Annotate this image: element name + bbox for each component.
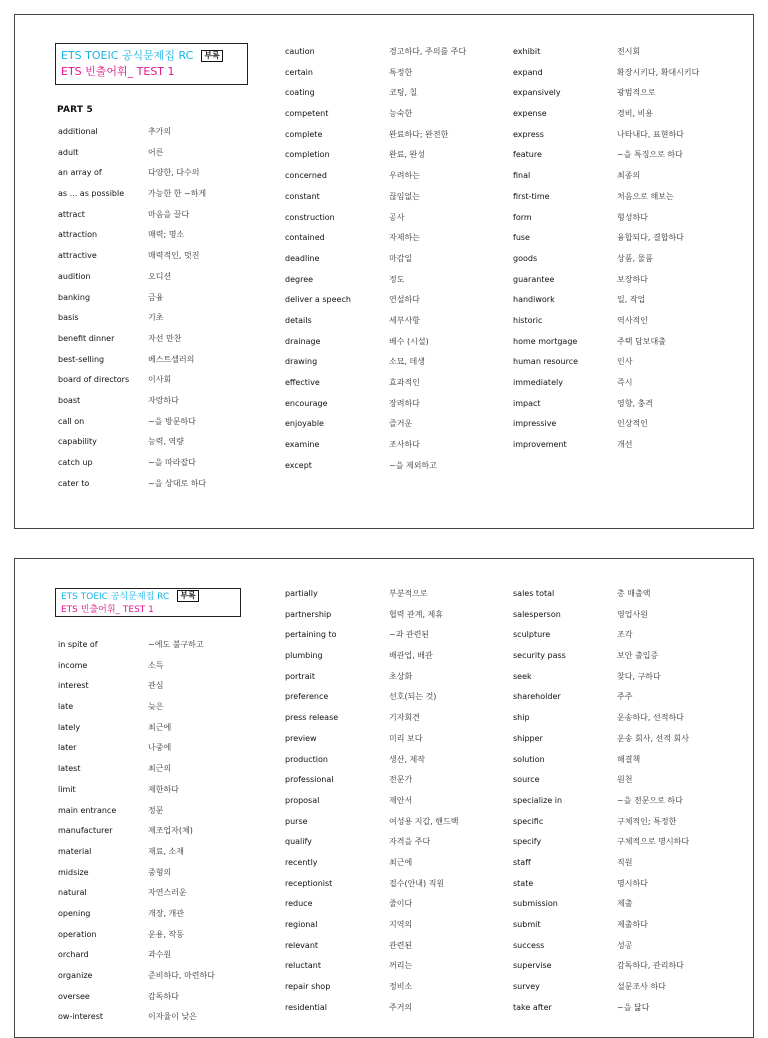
vocab-meaning: 최근의 [148,764,172,774]
vocab-meaning: 선호(되는 것) [389,692,437,702]
vocab-meaning: 초상화 [389,671,413,681]
title-box [55,588,241,617]
vocab-term: material [58,846,92,856]
vocab-meaning: 설문조사 하다 [617,982,666,992]
vocab-term: take after [513,1002,552,1012]
vocab-meaning: 최근에 [148,722,172,732]
vocab-term: certain [285,67,313,77]
vocab-term: adult [58,147,79,157]
vocab-term: degree [285,274,314,284]
vocab-term: details [285,315,312,325]
vocab-term: natural [58,888,87,898]
vocab-term: reluctant [285,961,321,971]
vocab-meaning: 자제하는 [389,233,420,243]
vocab-term: call on [58,416,85,426]
vocab-term: preview [285,733,317,743]
vocab-term: limit [58,784,76,794]
vocab-term: late [58,702,74,712]
vocab-term: receptionist [285,878,333,888]
vocab-term: pertaining to [285,630,337,640]
vocab-meaning: 주주 [617,692,633,702]
vocab-term: ship [513,713,530,723]
vocab-meaning: 자격을 주다 [389,837,431,847]
vocab-meaning: ~을 전문으로 하다 [617,795,683,805]
vocab-meaning: 구체적으로 명시하다 [617,837,690,847]
vocab-term: improvement [513,440,567,450]
vocab-meaning: 운송 회사, 선적 회사 [617,733,689,743]
vocab-meaning: 직원 [617,857,633,867]
vocab-term: drainage [285,336,321,346]
vocab-term: attract [58,209,85,219]
vocab-meaning: 공사 [389,212,405,222]
vocab-term: seek [513,671,532,681]
vocab-meaning: ~을 제외하고 [389,460,437,470]
vocab-meaning: 제안서 [389,795,413,805]
vocab-meaning: 완료하다; 완전한 [389,129,449,139]
vocab-term: exhibit [513,47,541,56]
vocab-term: staff [513,857,531,867]
vocab-meaning: 늦은 [148,702,164,712]
book-title: ETS TOEIC 공식문제집 RC 부록 [61,48,242,64]
section-heading: PART 5 [57,105,93,115]
vocab-term: constant [285,191,320,201]
vocab-meaning: 관련된 [389,940,413,950]
vocab-meaning: 협력 관계, 제휴 [389,609,443,619]
vocab-term: regional [285,920,318,929]
vocab-meaning: 베스트셀러의 [148,354,195,364]
vocab-term: boast [58,395,81,405]
vocab-term: banking [58,292,91,302]
vocab-term: expense [513,109,547,119]
vocab-meaning: 운용, 작동 [148,929,184,939]
vocab-meaning: 배수 (시설) [389,336,429,346]
vocab-term: caution [285,47,315,56]
vocab-meaning: 보장하다 [617,274,648,284]
vocab-meaning: 효과적인 [389,378,420,387]
vocab-meaning: 감독하다, 관리하다 [617,961,684,971]
vocab-term: capability [58,437,97,447]
vocab-meaning: 개선 [617,440,633,450]
vocab-term: operation [58,929,97,939]
vocab-term: purse [285,816,308,826]
vocab-term: as ... as possible [58,189,125,199]
vocab-meaning: 경비, 비용 [617,109,653,119]
vocab-meaning: 어른 [148,147,164,157]
vocab-term: source [513,775,540,785]
vocab-meaning: 소묘, 데생 [389,357,425,367]
vocab-term: effective [285,378,320,387]
vocab-meaning: 과수원 [148,950,172,960]
vocab-term: specialize in [513,795,563,805]
vocab-term: expansively [513,88,561,98]
vocab-meaning: 즐거운 [389,419,413,429]
vocab-term: plumbing [285,651,323,661]
vocab-meaning: 상품, 물품 [617,253,653,263]
vocab-term: submit [513,920,541,929]
vocab-term: midsize [58,867,89,877]
vocab-term: proposal [285,795,320,805]
vocab-meaning: 영향, 충격 [617,398,653,408]
vocab-term: specific [513,816,544,826]
vocab-meaning: 개장, 개관 [148,908,184,918]
vocab-meaning: 능력, 역량 [148,437,184,447]
vocab-term: benefit dinner [58,333,115,343]
vocab-term: concerned [285,171,327,181]
vocab-meaning: 전시회 [617,47,641,56]
vocab-meaning: 주거의 [389,1002,413,1012]
vocab-meaning: 자연스러운 [148,888,187,898]
vocab-meaning: 금융 [148,292,164,302]
vocab-term: catch up [58,458,93,467]
vocab-meaning: 정도 [389,274,405,284]
vocab-meaning: 우려하는 [389,171,420,181]
vocab-term: audition [58,271,91,281]
vocab-meaning: 조사하다 [389,440,420,450]
vocab-meaning: 준비하다, 마련하다 [148,971,215,980]
vocab-meaning: 성공 [617,940,633,950]
vocab-meaning: 감독하다 [148,991,179,1001]
vocab-meaning: 주택 담보대출 [617,336,666,346]
book-title: ETS TOEIC 공식문제집 RC 부록 [61,590,235,604]
vocab-meaning: 매력적인, 멋진 [148,251,200,261]
vocab-meaning: 정비소 [389,982,413,992]
vocab-term: preference [285,692,329,702]
vocab-meaning: 중형의 [148,867,172,877]
vocab-term: recently [285,857,318,867]
vocab-term: express [513,129,544,139]
vocab-term: competent [285,109,329,119]
vocab-meaning: 최종의 [617,171,641,181]
vocab-term: qualify [285,837,312,847]
vocab-meaning: ~을 상대로 하다 [148,478,207,488]
vocab-meaning: 세부사항 [389,315,420,325]
vocab-meaning: 소득 [148,660,164,670]
vocab-meaning: ~에도 불구하고 [148,640,204,649]
vocab-meaning: 정문 [148,805,164,815]
vocab-meaning: 광범적으로 [617,88,656,98]
vocab-meaning: 생산, 제작 [389,754,425,764]
vocab-page-2 [14,558,754,1038]
vocab-term: professional [285,775,334,785]
vocab-term: shipper [513,733,543,743]
vocab-meaning: 역사적인 [617,315,648,325]
vocab-meaning: 매력; 명소 [148,230,185,240]
vocab-term: sales total [513,589,555,598]
vocab-term: feature [513,150,542,160]
vocab-meaning: 나중에 [148,743,172,753]
vocab-term: solution [513,754,545,764]
vocab-term: form [513,212,532,222]
vocab-meaning: 나타내다, 표현하다 [617,129,684,139]
vocab-term: completion [285,150,330,160]
vocab-meaning: 최근에 [389,857,413,867]
vocab-term: income [58,660,88,670]
vocab-meaning: 원천 [617,775,633,785]
vocab-meaning: 보안 출입증 [617,651,659,661]
vocab-term: board of directors [58,375,130,385]
vocab-term: supervise [513,961,552,971]
vocab-meaning: 해결책 [617,754,641,764]
vocab-meaning: 영업사원 [617,609,648,619]
vocab-meaning: 인상적인 [617,419,648,429]
vocab-term: cater to [58,478,90,488]
vocab-term: coating [285,88,315,98]
vocab-term: deadline [285,253,320,263]
vocab-term: handiwork [513,295,555,305]
vocab-term: first-time [513,191,550,201]
vocab-meaning: 처음으로 해보는 [617,191,674,201]
vocab-term: interest [58,681,89,691]
vocab-meaning: 배관업, 배관 [389,651,433,661]
vocab-meaning: 재료, 소재 [148,846,184,856]
vocab-meaning: 꺼리는 [389,961,413,971]
vocab-term: ow-interest [58,1012,104,1022]
vocab-term: lately [58,722,81,732]
vocab-meaning: 연설하다 [389,295,420,305]
vocab-term: submission [513,899,558,909]
vocab-meaning: 다양한, 다수의 [148,168,200,178]
vocab-meaning: 마감일 [389,253,413,263]
vocab-term: impact [513,398,541,408]
title-box [55,43,248,85]
vocab-meaning: 마음을 끌다 [148,209,190,219]
vocab-term: residential [285,1002,327,1012]
vocab-meaning: ~을 특징으로 하다 [617,150,683,160]
vocab-meaning: 자선 만찬 [148,333,182,343]
vocab-term: latest [58,764,81,774]
vocab-meaning: 코팅, 칠 [389,88,418,98]
vocab-term: attractive [58,251,97,261]
vocab-term: basis [58,313,79,323]
vocab-term: partnership [285,609,332,619]
vocab-term: deliver a speech [285,295,351,305]
vocab-term: construction [285,212,335,222]
vocab-term: oversee [58,991,90,1001]
vocab-term: in spite of [58,640,98,649]
vocab-term: additional [58,127,98,136]
vocab-meaning: 기초 [148,313,164,323]
vocab-meaning: 확장시키다, 확대시키다 [617,67,700,77]
vocab-meaning: ~과 관련된 [389,630,430,640]
vocab-term: reduce [285,899,313,909]
vocab-term: complete [285,129,323,139]
vocab-term: partially [285,589,318,598]
vocab-meaning: 여성용 지갑, 핸드백 [389,816,459,826]
vocab-term: success [513,940,545,950]
vocab-page-1 [14,14,754,529]
vocab-meaning: 명시하다 [617,878,648,888]
list-title: ETS 빈출어휘_ TEST 1 [61,65,175,78]
vocab-term: enjoyable [285,419,324,429]
vocab-meaning: 완료, 완성 [389,150,425,160]
vocab-term: goods [513,253,538,263]
list-title: ETS 빈출어휘_ TEST 1 [61,605,154,615]
vocab-term: best-selling [58,354,105,364]
vocab-meaning: 관심 [148,681,164,691]
vocab-term: salesperson [513,609,561,619]
vocab-meaning: 운송하다, 선적하다 [617,713,684,723]
vocab-meaning: 접수(안내) 직원 [389,878,445,888]
vocab-term: encourage [285,398,328,408]
vocab-term: organize [58,971,93,980]
vocab-meaning: ~을 방문하다 [148,416,196,426]
vocab-meaning: 추가의 [148,127,172,136]
vocab-term: immediately [513,378,563,387]
vocab-meaning: 일, 작업 [617,295,646,305]
appendix-badge: 부록 [177,590,198,602]
vocab-term: main entrance [58,805,117,815]
vocab-meaning: 능숙한 [389,109,413,119]
vocab-meaning: 전문가 [389,775,413,785]
vocab-meaning: 이사회 [148,375,172,385]
vocab-term: press release [285,713,339,723]
vocab-term: impressive [513,419,557,429]
vocab-meaning: 자랑하다 [148,395,179,405]
vocab-meaning: 융합되다, 결합하다 [617,233,684,243]
vocab-meaning: 끊임없는 [389,191,420,201]
vocab-meaning: 경고하다, 주의를 주다 [389,47,467,56]
vocab-meaning: 지역의 [389,920,413,929]
vocab-meaning: 인사 [617,357,633,367]
vocab-meaning: 기자회견 [389,713,420,723]
vocab-term: expand [513,67,543,77]
vocab-term: portrait [285,671,315,681]
vocab-meaning: ~을 따라잡다 [148,458,196,467]
vocab-meaning: 제출하다 [617,920,648,929]
vocab-meaning: 즉시 [617,378,633,387]
vocab-term: except [285,460,312,470]
vocab-meaning: 찾다, 구하다 [617,671,661,681]
vocab-term: an array of [58,168,102,178]
vocab-term: survey [513,982,540,992]
vocab-meaning: 특정한 [389,67,413,77]
vocab-term: fuse [513,233,530,243]
vocab-term: home mortgage [513,336,578,346]
appendix-badge: 부록 [201,50,222,62]
vocab-meaning: 부분적으로 [389,589,428,598]
vocab-meaning: 줄이다 [389,899,413,909]
vocab-term: drawing [285,357,318,367]
vocab-term: historic [513,315,543,325]
vocab-term: security pass [513,651,566,661]
vocab-term: later [58,743,77,753]
vocab-term: guarantee [513,274,555,284]
vocab-term: specify [513,837,542,847]
vocab-term: relevant [285,940,319,950]
vocab-meaning: 총 매출액 [617,589,651,598]
vocab-term: state [513,878,534,888]
vocab-meaning: 장려하다 [389,398,420,408]
vocab-term: manufacturer [58,826,113,836]
vocab-meaning: 가능한 한 ~하게 [148,189,207,199]
vocab-term: human resource [513,357,579,367]
vocab-term: production [285,754,328,764]
vocab-meaning: 제조업자(체) [148,826,193,836]
vocab-term: repair shop [285,982,331,992]
vocab-meaning: 구체적인; 특정한 [617,816,677,826]
vocab-meaning: 오디션 [148,271,172,281]
vocab-term: contained [285,233,325,243]
vocab-meaning: 제출 [617,899,633,909]
vocab-meaning: ~을 닮다 [617,1002,650,1012]
vocab-meaning: 이자율이 낮은 [148,1012,197,1022]
vocab-meaning: 제한하다 [148,784,179,794]
vocab-term: examine [285,440,320,450]
vocab-term: final [513,171,531,181]
vocab-term: sculpture [513,630,551,640]
vocab-term: orchard [58,950,89,960]
vocab-term: shareholder [513,692,561,702]
vocab-term: opening [58,908,91,918]
vocab-meaning: 형성하다 [617,212,648,222]
vocab-meaning: 조각 [617,630,633,640]
vocab-meaning: 미리 보다 [389,733,423,743]
vocab-term: attraction [58,230,98,240]
